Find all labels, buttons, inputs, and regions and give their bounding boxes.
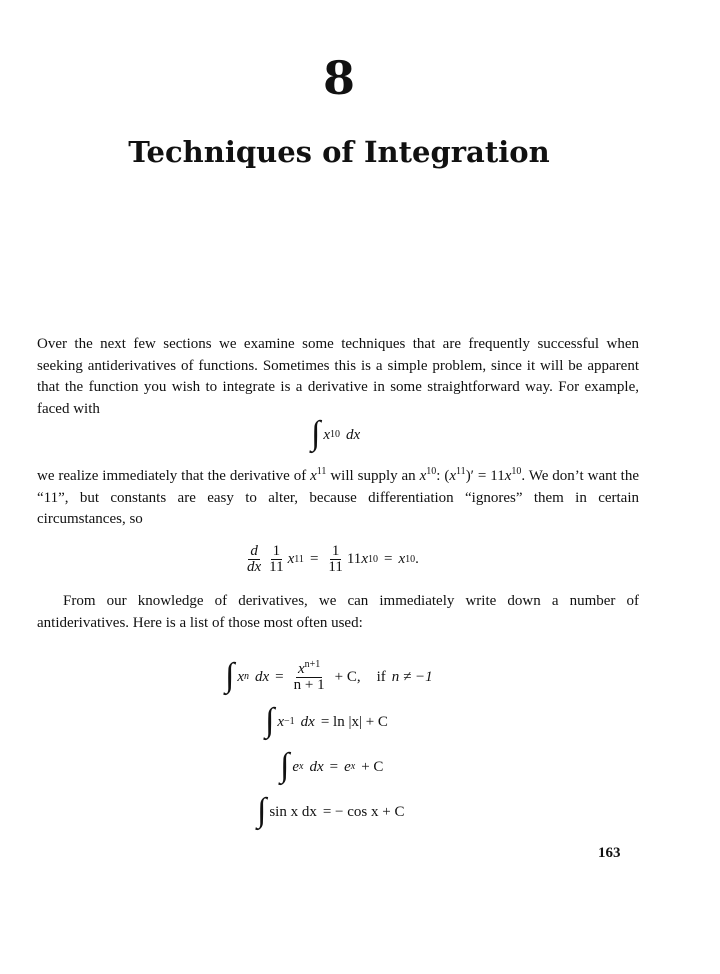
fraction-denominator: dx [247, 559, 262, 575]
formula-result: = − cos x + C [322, 803, 405, 820]
math-x: x [419, 468, 427, 484]
text-run: : ( [436, 468, 450, 484]
condition: n ≠ −1 [391, 668, 433, 685]
integral-sign: ∫ [225, 657, 235, 694]
formula-result: = ln |x| + C [320, 713, 388, 730]
one-eleventh-fraction [267, 544, 285, 575]
integral-example: ∫ x 10 dx [311, 415, 361, 452]
one-eleventh-fraction [326, 544, 344, 575]
text-run: will supply an [326, 468, 420, 484]
equals-sign: = [329, 758, 339, 775]
integral-sign: ∫ [280, 747, 290, 784]
differential: dx [255, 668, 270, 685]
text-run: we realize immediately that the derivative of [37, 468, 311, 484]
derivative-paragraph [37, 466, 639, 531]
page-number: 163 [598, 845, 621, 861]
math-x: x [297, 660, 305, 677]
math-x: x [237, 668, 244, 685]
exponent: 10 [511, 466, 522, 477]
fraction-denominator: 11 [328, 559, 343, 575]
exp-rule-formula: ∫ e x dx = e x + C [280, 747, 384, 784]
text-run: . We don’t want the “11”, but constants are easy to alter, because differentiation “ignores” them in certain circumstances, so [37, 468, 640, 528]
power-rule-formula: ∫ x n dx = $\frac{x^{n+1}}{n + 1}$ + C, if n ≠ −1 [225, 657, 433, 694]
condition-if: if [376, 668, 386, 685]
fraction-numerator [296, 658, 322, 678]
fraction-numerator: 1 [331, 543, 340, 559]
differential: dx [309, 758, 324, 775]
differential: dx [346, 426, 361, 443]
exponent: 10 [426, 466, 437, 477]
fraction-denominator: 11 [269, 559, 284, 575]
math-x: x [310, 468, 317, 484]
antiderivatives-paragraph: From our knowledge of derivatives, we can immediately write down a number of antiderivatives. Here is a list of those most often used: [37, 593, 639, 631]
math-e: e [344, 758, 351, 775]
math-x: x [361, 551, 368, 567]
exponent: 11 [456, 466, 466, 477]
math-x: x [287, 551, 295, 567]
formula-integrand: sin x dx [269, 803, 317, 820]
integrand-x: x [323, 426, 330, 443]
plus-constant: + C, [334, 668, 361, 685]
equals-sign: = [275, 668, 284, 685]
math-x: x [398, 551, 406, 567]
chapter-number: 8 [322, 51, 355, 105]
sine-rule-formula [257, 792, 405, 829]
integral-sign: ∫ [257, 792, 267, 829]
intro-paragraph: Over the next few sections we examine some techniques that are frequently successful when seeking antiderivatives of functions. Sometimes this is a simple problem, since it will be apparent that the function you wish to integrate is a derivative in some straightforward way. For example, faced with [37, 336, 639, 417]
integral-sign: ∫ [311, 415, 321, 452]
equals-sign: = [309, 551, 319, 567]
equals-sign: = [383, 551, 393, 567]
coefficient: 11 [346, 551, 362, 567]
differential: dx [300, 713, 315, 730]
math-x: x [504, 468, 512, 484]
integral-sign: ∫ [265, 702, 275, 739]
power-fraction [292, 658, 327, 693]
exponent: n+1 [304, 658, 321, 670]
math-e: e [292, 758, 299, 775]
fraction-denominator: n + 1 [293, 676, 325, 693]
fraction-numerator: 1 [272, 543, 281, 559]
math-x: x [449, 468, 457, 484]
text-run: )′ = 11 [465, 468, 505, 484]
derivative-equation: $\frac{d}{dx}$ $\frac{1}{11}$ x 11 = $\frac{1}{11}$ 11 x 10 = x 10 . [247, 543, 419, 575]
math-x: x [277, 713, 284, 730]
log-rule-formula: ∫ x −1 dx = ln |x| + C [265, 702, 388, 739]
fraction-numerator: d [250, 543, 258, 559]
plus-constant: + C [361, 758, 384, 775]
period: . [415, 551, 419, 567]
exponent: 11 [316, 466, 327, 477]
chapter-title: Techniques of Integration [128, 135, 550, 169]
d-dx-fraction [245, 544, 263, 575]
